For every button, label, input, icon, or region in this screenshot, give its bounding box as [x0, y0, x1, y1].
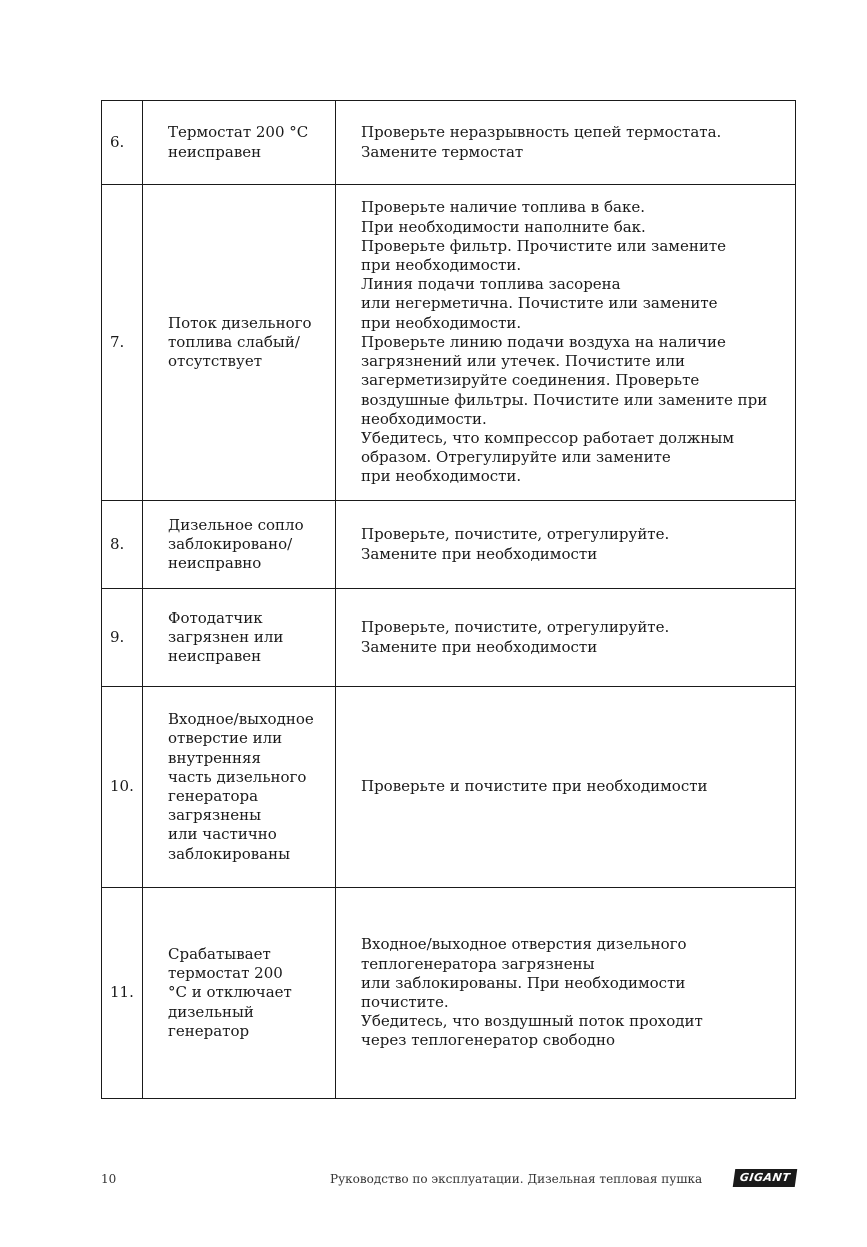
remedy-cell: Входное/выходное отверстия дизельного теплогенератора загрязнены или заблокированы. При необходимости почистите. Убедитесь, что воздушный поток проходит через теплогенератор свободно: [336, 888, 796, 1099]
table-row: [102, 101, 796, 185]
remedy-cell: Проверьте наличие топлива в баке. При необходимости наполните бак. Проверьте фильтр. Прочистите или замените при необходимости. Линия подачи топлива засорена или негерметична. Почистите или замените при необходимости. Проверьте линию подачи воздуха на наличие загрязнений или утечек. Почистите или загерметизируйте соединения. Проверьте воздушные фильтры. Почистите или замените при необходимости. Убедитесь, что компрессор работает должным образом. Отрегулируйте или замените при необходимости.: [336, 185, 796, 501]
row-number: 8.: [102, 501, 143, 589]
fault-cell: Фотодатчик загрязнен или неисправен: [143, 589, 336, 687]
fault-cell: Поток дизельного топлива слабый/ отсутствует: [143, 185, 336, 501]
remedy-cell: Проверьте, почистите, отрегулируйте. Замените при необходимости: [336, 589, 796, 687]
fault-cell: Срабатывает термостат 200 °С и отключает дизельный генератор: [143, 888, 336, 1099]
row-number: 11.: [102, 888, 143, 1099]
fault-cell: Термостат 200 °С неисправен: [143, 101, 336, 185]
brand-logo: GIGANT: [733, 1169, 798, 1187]
page-footer: [101, 1171, 796, 1191]
table-row: [102, 589, 796, 687]
row-number: 9.: [102, 589, 143, 687]
row-number: 10.: [102, 687, 143, 888]
page-number: 10: [101, 1172, 117, 1186]
table-row: [102, 687, 796, 888]
fault-cell: Входное/выходное отверстие или внутренняя часть дизельного генератора загрязнены или частично заблокированы: [143, 687, 336, 888]
fault-cell: Дизельное сопло заблокировано/ неисправно: [143, 501, 336, 589]
table-row: [102, 185, 796, 501]
troubleshooting-table: [101, 100, 796, 1099]
remedy-cell: Проверьте, почистите, отрегулируйте. Замените при необходимости: [336, 501, 796, 589]
row-number: 7.: [102, 185, 143, 501]
remedy-cell: Проверьте неразрывность цепей термостата. Замените термостат: [336, 101, 796, 185]
table-row: [102, 501, 796, 589]
document-title: Руководство по эксплуатации. Дизельная тепловая пушка: [330, 1172, 703, 1186]
row-number: 6.: [102, 101, 143, 185]
table-row: [102, 888, 796, 1099]
remedy-cell: Проверьте и почистите при необходимости: [336, 687, 796, 888]
